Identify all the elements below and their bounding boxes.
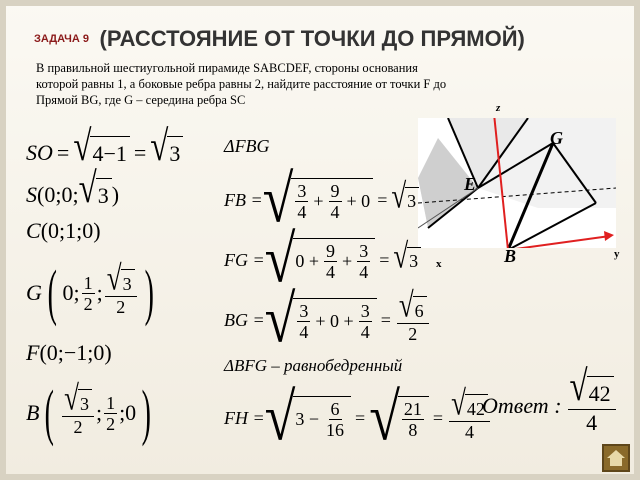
- fh-eq2: =: [432, 407, 444, 428]
- point-b-z: ;0: [119, 400, 137, 425]
- answer: Ответ : √ 42 4: [482, 376, 618, 436]
- bg-formula: BG = √ $\frac{3}{4}$ + 0 + $\frac{3}{4}$ = √ 6 2: [224, 292, 431, 348]
- fh-head: 3 −: [295, 409, 320, 429]
- problem-line: В правильной шестиугольной пирамиде SABCDEF, стороны основания: [36, 61, 418, 75]
- point-s-coords: S (0;0; √ 3 ): [26, 165, 120, 213]
- point-b-x-num: 3: [78, 389, 92, 416]
- so-radicand: 4−1: [90, 136, 129, 169]
- fb-formula: FB = √ $\frac{3}{4}$ + $\frac{9}{4}$ + 0 = √ 3: [224, 172, 419, 228]
- so-lhs: SO: [26, 139, 53, 165]
- bg-d1: 4: [299, 322, 309, 342]
- point-b-coords: B ( √ 3 2 ; $\frac{1}{2}$ ;0 ): [26, 378, 152, 447]
- fg-result: 3: [407, 247, 421, 274]
- slide-header: [34, 26, 525, 52]
- point-g-label: G: [550, 128, 563, 148]
- point-f-name: F: [26, 340, 40, 365]
- point-b-label: B: [504, 246, 517, 266]
- point-f-value: (0;−1;0): [39, 340, 112, 365]
- fg-eq: =: [379, 249, 390, 270]
- answer-den: 4: [586, 410, 598, 435]
- point-g-z-num: 3: [121, 269, 135, 296]
- triangle-label: ΔFBG: [224, 136, 270, 156]
- fg-formula: FG = √ 0 + $\frac{9}{4}$ + $\frac{3}{4}$ = √ 3: [224, 232, 421, 288]
- point-g-y-num: 1: [83, 272, 93, 293]
- axis-x-label: x: [436, 258, 442, 270]
- fh-formula: FH = √ 3 − $\frac{6}{16}$ = √ $\frac{21}{8}$ = √ 42 4: [224, 390, 492, 446]
- fg-n2: 3: [359, 241, 369, 261]
- bg-d2: 4: [360, 322, 370, 342]
- fb-n1: 3: [297, 181, 307, 201]
- point-b-y-den: 2: [106, 413, 116, 434]
- fh-eq1: =: [355, 407, 366, 428]
- point-c-value: (0;1;0): [40, 218, 101, 243]
- fb-d2: 4: [330, 202, 340, 222]
- point-g-z-den: 2: [116, 297, 126, 317]
- point-s-radicand: 3: [96, 178, 112, 211]
- point-g-x: 0;: [62, 280, 80, 305]
- point-c-name: C: [26, 218, 41, 243]
- bg-n1: 3: [299, 301, 309, 321]
- pyramid-drawing: [418, 118, 616, 248]
- pyramid-figure: [418, 102, 620, 270]
- bg-n2: 3: [360, 301, 370, 321]
- so-formula: SO = √ 4−1 = √ 3: [26, 136, 183, 169]
- problem-statement: [36, 60, 596, 108]
- bg-eq: =: [380, 309, 391, 330]
- point-b-x-den: 2: [73, 417, 83, 437]
- answer-num: 42: [587, 376, 614, 409]
- fh-n1: 6: [330, 399, 340, 419]
- fh-result-den: 4: [464, 422, 474, 442]
- problem-line: Прямой BG, где G – середина ребра SC: [36, 93, 246, 107]
- fb-lhs: FB =: [224, 189, 263, 210]
- point-g-sep: ;: [96, 280, 103, 305]
- fh-n2: 21: [403, 399, 422, 419]
- so-result: 3: [167, 136, 183, 169]
- home-nav-button[interactable]: [602, 444, 630, 472]
- point-s-post: ): [111, 181, 120, 207]
- point-b-y-num: 1: [106, 392, 116, 413]
- fg-lhs: FG =: [224, 249, 265, 270]
- point-e-label: E: [464, 174, 477, 194]
- bg-result-den: 2: [408, 324, 418, 344]
- fg-d2: 4: [359, 262, 369, 282]
- fb-tail: + 0: [346, 191, 371, 211]
- task-label: ЗАДАЧА 9: [34, 33, 90, 45]
- axis-z-label: z: [496, 102, 501, 114]
- fg-n1: 9: [326, 241, 336, 261]
- fb-eq: =: [377, 189, 388, 210]
- bg-lhs: BG =: [224, 309, 265, 330]
- isosceles-note: ΔBFG – равнобедренный: [224, 356, 403, 375]
- point-c-coords: [26, 218, 101, 244]
- fh-d1: 16: [326, 420, 345, 440]
- point-g-name: G: [26, 280, 42, 305]
- bg-result-num: 6: [413, 296, 427, 323]
- problem-line: которой равны 1, а боковые ребра равны 2, найдите расстояние от точки F до: [36, 77, 447, 91]
- fb-n2: 9: [330, 181, 340, 201]
- point-b-sep: ;: [95, 400, 103, 425]
- point-s-pre: (0;0;: [37, 181, 79, 207]
- fg-d1: 4: [326, 262, 336, 282]
- fb-d1: 4: [297, 202, 307, 222]
- home-icon: [604, 446, 628, 470]
- fh-result-num: 42: [465, 394, 488, 421]
- fg-head: 0 +: [295, 251, 320, 271]
- slide-title: (РАССТОЯНИЕ ОТ ТОЧКИ ДО ПРЯМОЙ): [99, 26, 525, 51]
- point-g-y-den: 2: [83, 293, 93, 314]
- point-b-name: B: [26, 400, 40, 425]
- axis-y-label: y: [614, 248, 620, 260]
- bg-mid: + 0 +: [315, 311, 354, 331]
- fh-d2: 8: [408, 420, 418, 440]
- point-f-coords: [26, 340, 112, 366]
- answer-label: Ответ :: [482, 393, 562, 418]
- fh-lhs: FH =: [224, 407, 265, 428]
- fb-result: 3: [405, 187, 419, 214]
- point-s-name: S: [26, 181, 37, 207]
- point-g-coords: G ( 0; $\frac{1}{2}$ ; √ 3 2 ): [26, 258, 154, 327]
